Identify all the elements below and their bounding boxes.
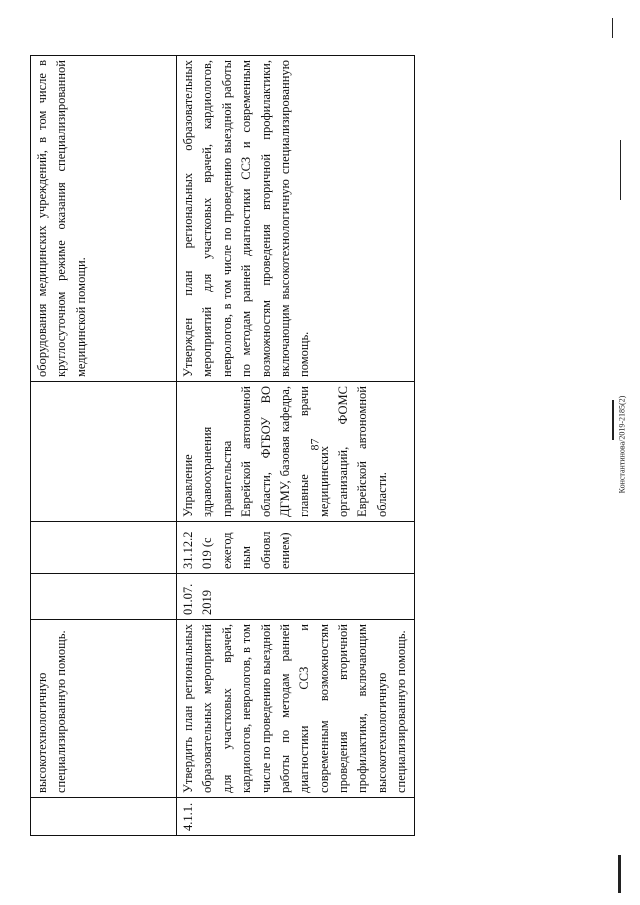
edge-mark-middle (612, 400, 614, 440)
result-cell: оборудования медицинских учреждений, в том числе в круглосуточном режиме оказания специализированной медицинской помощи. (31, 56, 177, 382)
activity-cell: Утвердить план региональных образовательных мероприятий для участковых врачей, кардиологов, неврологов, в том числе по проведению выездной работы по методам ранней диагностики ССЗ и современным возможностям проведения вторичной профилактики, включающим высокотехнологичную специализированную помощь. (177, 620, 415, 798)
responsible-cell (31, 382, 177, 522)
rotated-table-wrapper (30, 56, 410, 836)
table-row (177, 56, 415, 836)
responsible-cell: Управление здравоохранения правительства Еврейской автономной области, ФГБОУ ВО ДГМУ, базовая кафедра, главные врачи медицинских организаций, ФОМС Еврейской автономной области. (177, 382, 415, 522)
end-date-cell (31, 522, 177, 574)
plan-table (30, 55, 415, 836)
edge-mark-bottom (618, 855, 621, 893)
end-date-cell: 31.12.2019 (с ежегодным обновлением) (177, 522, 415, 574)
table-row (31, 56, 177, 836)
row-number-cell: 4.1.1. (177, 798, 415, 836)
row-number-cell (31, 798, 177, 836)
edge-mark-right (620, 140, 621, 200)
page-number: 87 (307, 438, 322, 451)
start-date-cell: 01.07.2019 (177, 574, 415, 620)
result-cell: Утвержден план региональных образовательных мероприятий для участковых врачей, кардиологов, неврологов, в том числе по проведению выездной работы по методам ранней диагностики ССЗ и современным возможностям проведения вторичной профилактики, включающим высокотехнологичную специализированную помощь. (177, 56, 415, 382)
start-date-cell (31, 574, 177, 620)
edge-mark-top (612, 18, 613, 38)
activity-cell: высокотехнологичную специализированную помощь. (31, 620, 177, 798)
document-code: Константинова/2019-2185(2) (617, 395, 627, 494)
